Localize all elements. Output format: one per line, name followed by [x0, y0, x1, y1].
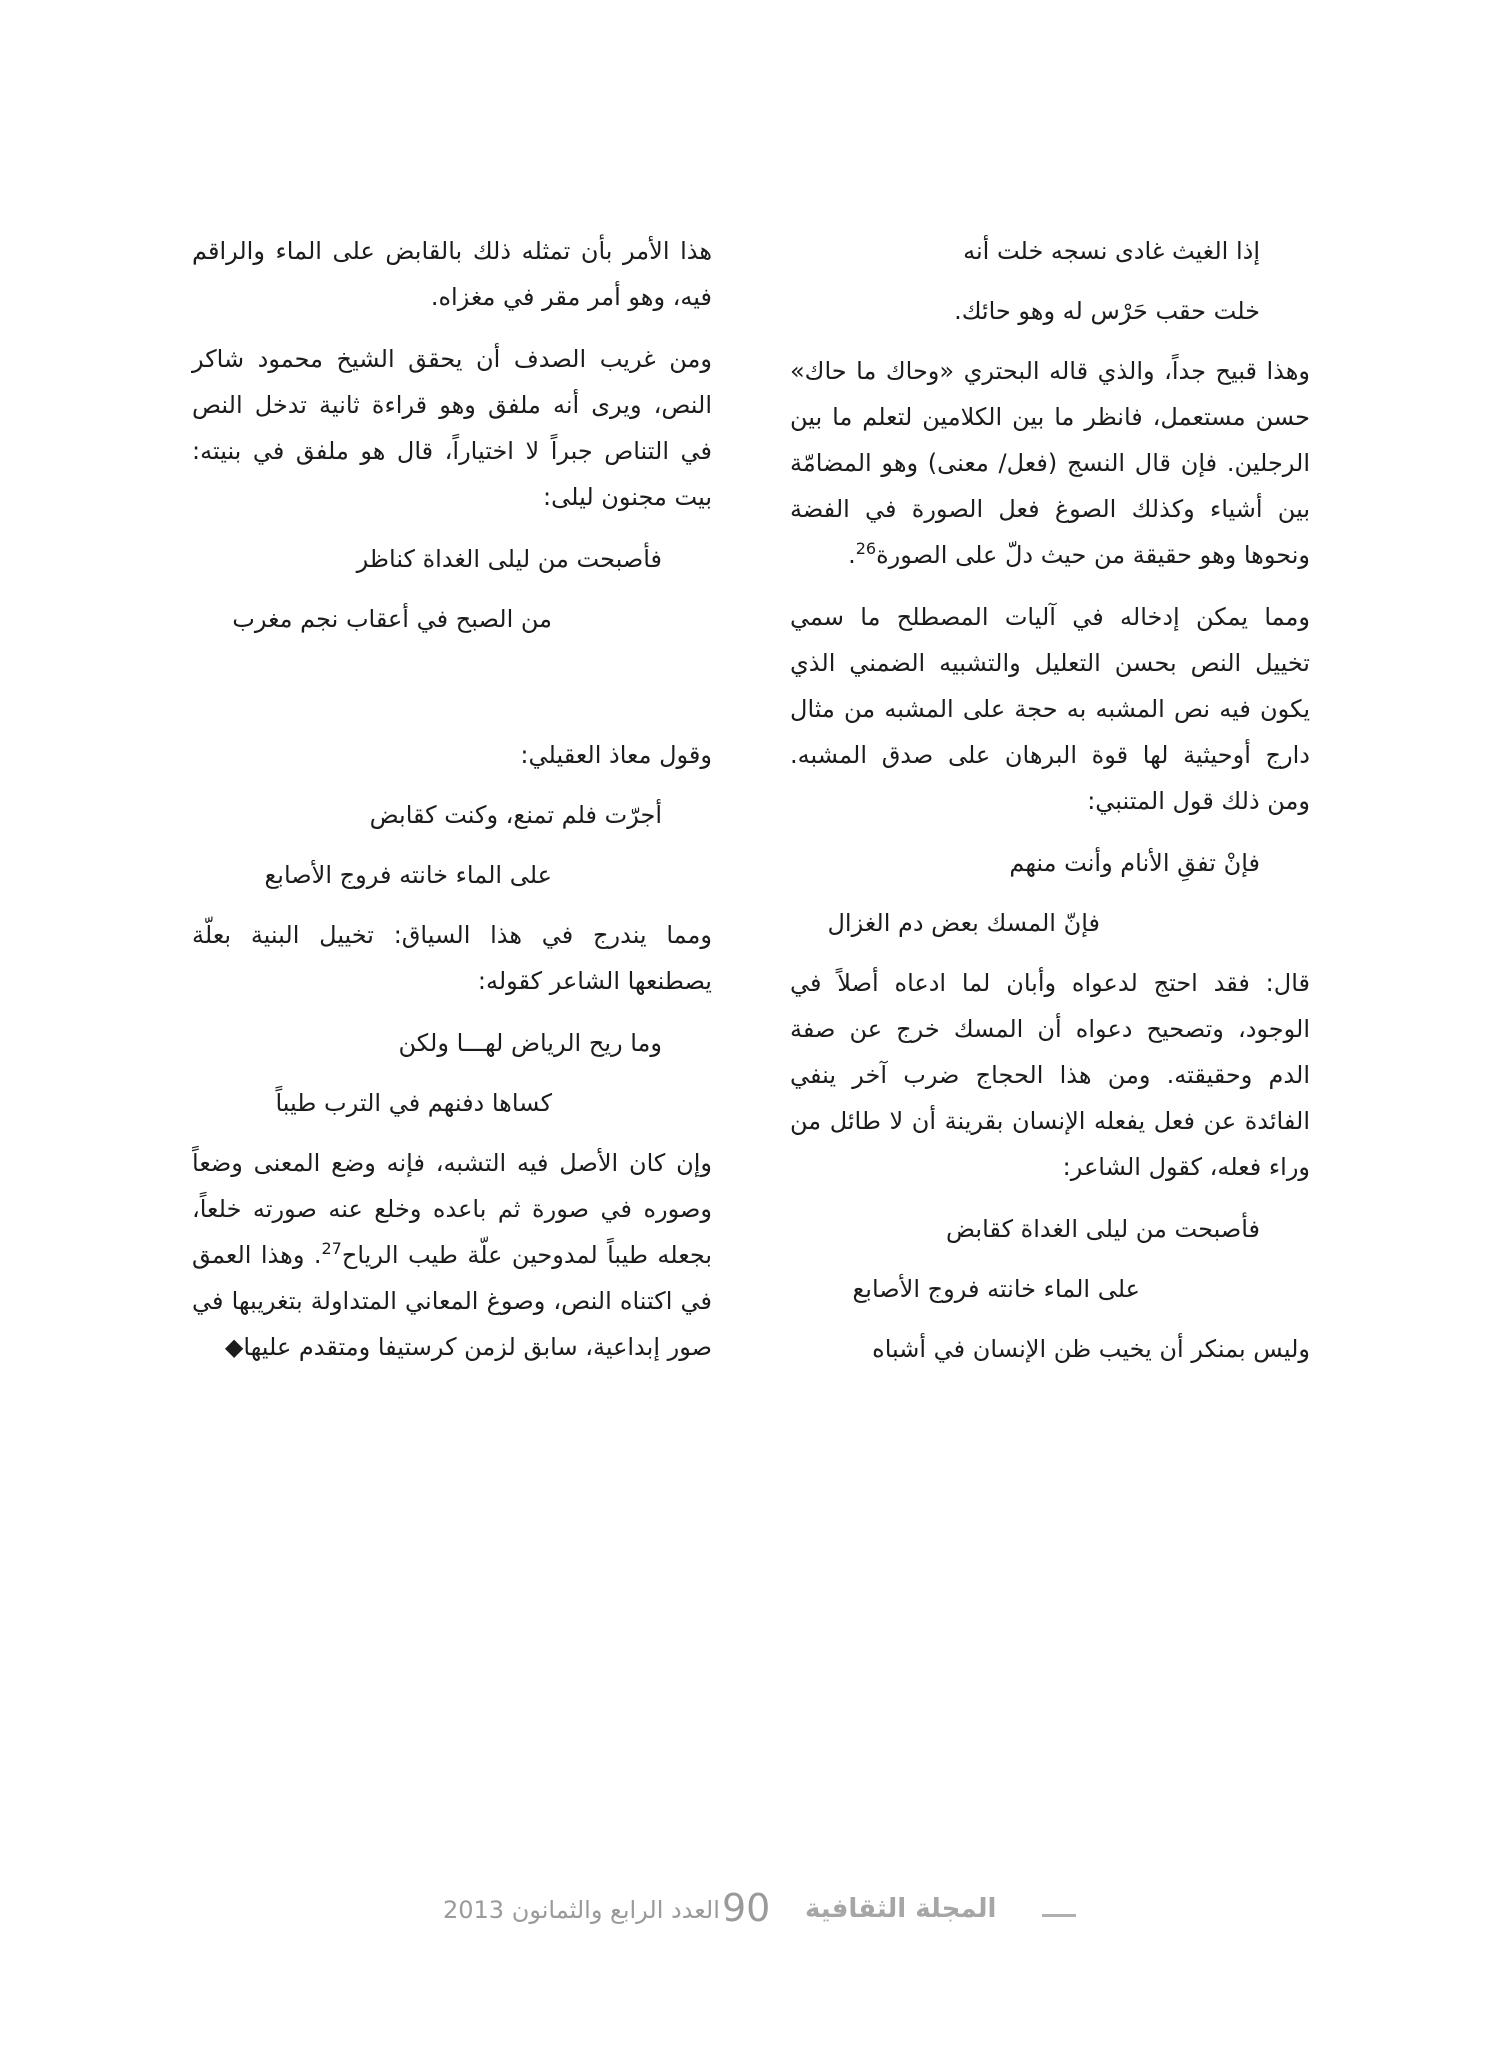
spacer: [192, 656, 712, 732]
paragraph: قال: فقد احتج لدعواه وأبان لما ادعاه أصلاً في الوجود، وتصحيح دعواه أن المسك خرج عن صفة الدم وحقيقته. ومن هذا الحجاج ضرب آخر ينفي الفائدة عن فعل يفعله الإنسان بقرينة أن لا طائل من وراء فعله، كقول الشاعر:: [790, 969, 1310, 1181]
footnote-ref: 26: [855, 539, 877, 558]
verse-line: إذا الغيث غادى نسجه خلت أنه: [963, 237, 1260, 265]
paragraph: ومما يمكن إدخاله في آليات المصطلح ما سمي تخييل النص بحسن التعليل والتشبيه الضمني الذي يكون فيه نص المشبه به حجة على المشبه من مثال دارج أوحيثية لها قوة البرهان على صدق المشبه. ومن ذلك قول المتنبي:: [790, 603, 1310, 815]
paragraph: هذا الأمر بأن تمثله ذلك بالقابض على الماء والراقم فيه، وهو أمر مقر في مغزاه.: [192, 237, 712, 311]
verse-line: على الماء خانته فروج الأصابع: [264, 861, 552, 889]
issue-label: العدد الرابع والثمانون 2013: [443, 1896, 720, 1924]
verse-line: من الصبح في أعقاب نجم مغرب: [232, 605, 552, 633]
magazine-logo: المجلة الثقافية: [805, 1894, 997, 1924]
verse-line: خلت حقب حَرْس له وهو حائك.: [954, 297, 1260, 325]
verse-line: كساها دفنهم في الترب طيباً: [275, 1089, 552, 1117]
end-mark-icon: ◆: [224, 1333, 244, 1361]
left-text-column: [192, 228, 712, 1386]
paragraph-text-end: . وهذا العمق في اكتناه النص، وصوغ المعاني المتداولة بتغريبها في صور إبداعية، سابق لزمن كرستيفا ومتقدم عليها: [192, 1241, 712, 1361]
verse-line: على الماء خانته فروج الأصابع: [852, 1275, 1140, 1303]
verse-line: وما ريح الرياض لهـــا ولكن: [398, 1029, 662, 1057]
verse-line: فإنّ المسك بعض دم الغزال: [827, 909, 1100, 937]
logo-stroke: [1042, 1914, 1076, 1917]
verse-line: وقول معاذ العقيلي:: [520, 741, 712, 769]
paragraph: ومن غريب الصدف أن يحقق الشيخ محمود شاكر النص، ويرى أنه ملفق وهو قراءة ثانية تدخل النص في التناص جبراً لا اختياراً، قال هو ملفق في بنيته: بيت مجنون ليلى:: [192, 345, 712, 511]
paragraph: [790, 348, 1310, 578]
paragraph-text-end: .: [848, 541, 856, 569]
paragraph: وليس بمنكر أن يخيب ظن الإنسان في أشباه: [872, 1335, 1310, 1363]
verse-line: فأصبحت من ليلى الغداة كناظر: [356, 545, 662, 573]
verse-line: فإنْ تفقِ الأنام وأنت منهم: [1009, 849, 1260, 877]
paragraph: [192, 1140, 712, 1370]
paragraph-text: وإن كان الأصل فيه التشبه، فإنه وضع المعنى وضعاً وصوره في صورة ثم باعده وخلع عنه صورته خلعاً، بجعله طيباً لمدوحين علّة طيب الرياح: [192, 1149, 712, 1269]
verse-line: أجرّت فلم تمنع، وكنت كقابض: [369, 801, 662, 829]
footnote-ref: 27: [321, 1239, 342, 1258]
page-number: 90: [722, 1886, 771, 1930]
paragraph-text: وهذا قبيح جداً، والذي قاله البحتري «وحاك ما حاك» حسن مستعمل، فانظر ما بين الكلامين لتعلم ما بين الرجلين. فإن قال النسج (فعل/ معنى) وهو المضامّة بين أشياء وكذلك الصوغ فعل الصورة في الفضة ونحوها وهو حقيقة من حيث دلّ على الصورة: [790, 357, 1310, 569]
page-footer: [0, 1886, 1497, 1940]
paragraph: ومما يندرج في هذا السياق: تخييل البنية بعلّة يصطنعها الشاعر كقوله:: [192, 921, 712, 995]
right-text-column: [790, 228, 1310, 1388]
verse-line: فأصبحت من ليلى الغداة كقابض: [946, 1215, 1260, 1243]
